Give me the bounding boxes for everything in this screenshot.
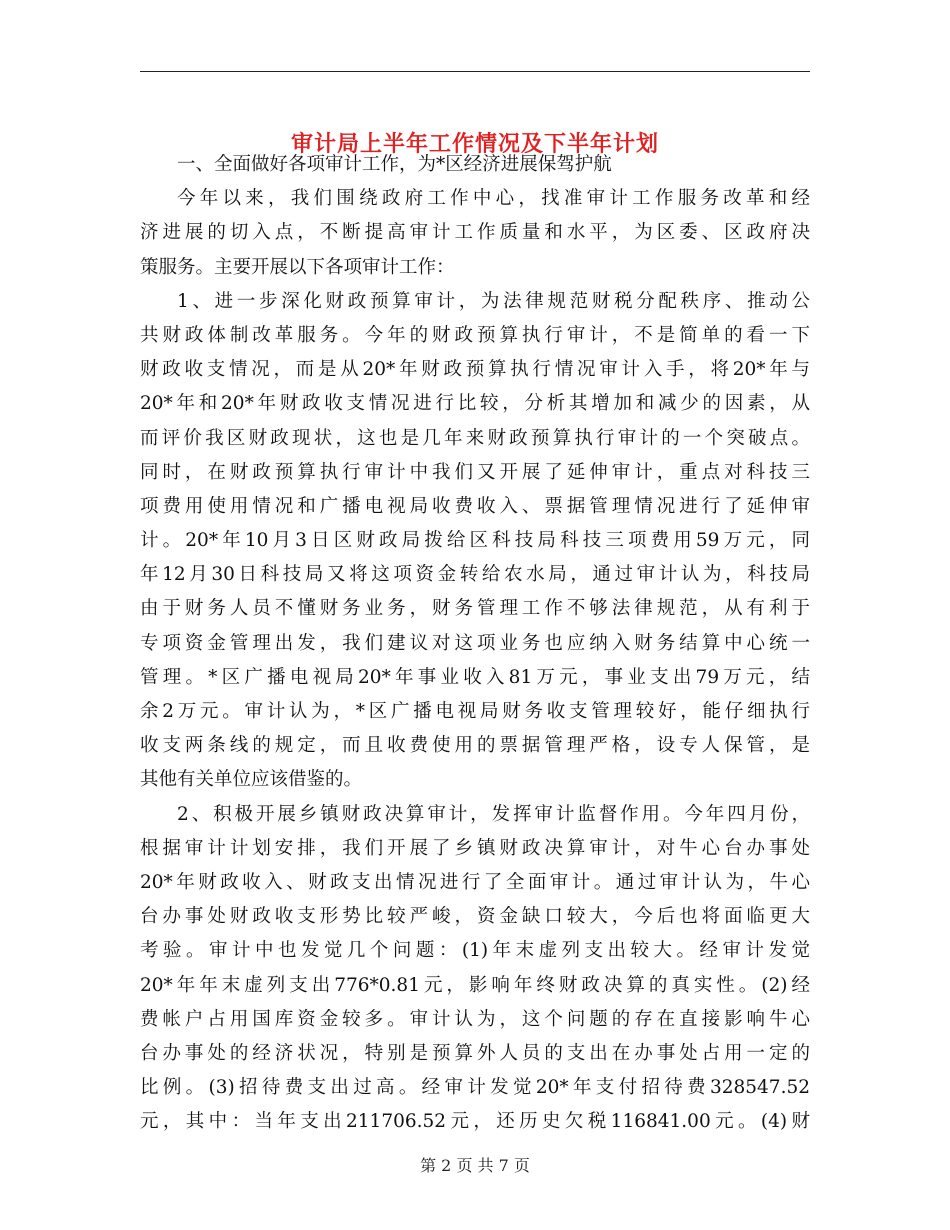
document-body (140, 148, 810, 1139)
body-line: 而评价我区财政现状，这也是几年来财政预算执行审计的一个突破点。 (140, 427, 810, 449)
body-line: 20*年财政收入、财政支出情况进行了全面审计。通过审计认为，牛心 (140, 871, 810, 893)
body-line: 台办事处的经济状况，特别是预算外人员的支出在办事处占用一定的 (140, 1042, 810, 1064)
body-line: 一、全面做好各项审计工作，为*区经济进展保驾护航 (177, 154, 612, 175)
document-title: 审计局上半年工作情况及下半年计划 (290, 131, 659, 157)
body-line: 比例。(3)招待费支出过高。经审计发觉20*年支付招待费328547.52 (140, 1077, 810, 1099)
body-line: 1、进一步深化财政预算审计，为法律规范财税分配秩序、推动公 (177, 290, 810, 312)
body-line: 台办事处财政收支形势比较严峻，资金缺口较大，今后也将面临更大 (140, 906, 810, 928)
body-line: 考验。审计中也发觉几个问题：(1)年末虚列支出较大。经审计发觉 (140, 940, 810, 962)
body-line: 同时，在财政预算执行审计中我们又开展了延伸审计，重点对科技三 (140, 461, 810, 483)
body-line: 元，其中：当年支出211706.52元，还历史欠税116841.00元。(4)财 (140, 1111, 810, 1133)
body-line: 计。20*年10月3日区财政局拨给区科技局科技三项费用59万元，同 (140, 530, 810, 552)
body-line: 策服务。主要开展以下各项审计工作： (140, 256, 455, 278)
body-line: 由于财务人员不懂财务业务，财务管理工作不够法律规范，从有利于 (140, 598, 810, 620)
body-line: 济进展的切入点，不断提高审计工作质量和水平，为区委、区政府决 (140, 222, 810, 244)
body-line: 项费用使用情况和广播电视局收费收入、票据管理情况进行了延伸审 (140, 495, 810, 517)
body-line: 专项资金管理出发，我们建议对这项业务也应纳入财务结算中心统一 (140, 632, 810, 654)
body-line: 共财政体制改革服务。今年的财政预算执行审计，不是简单的看一下 (140, 324, 810, 346)
body-line: 20*年和20*年财政收支情况进行比较，分析其增加和减少的因素，从 (140, 393, 810, 415)
body-line: 费帐户占用国库资金较多。审计认为，这个问题的存在直接影响牛心 (140, 1008, 810, 1030)
body-line: 其他有关单位应该借鉴的。 (140, 769, 363, 791)
body-line: 2、积极开展乡镇财政决算审计，发挥审计监督作用。今年四月份， (177, 803, 810, 825)
body-line: 年12月30日科技局又将这项资金转给农水局，通过审计认为，科技局 (140, 564, 810, 586)
page-number: 第 2 页 共 7 页 (420, 1156, 530, 1175)
body-line: 余2万元。审计认为，*区广播电视局财务收支管理较好，能仔细执行 (140, 701, 810, 722)
body-line: 管理。*区广播电视局20*年事业收入81万元，事业支出79万元，结 (140, 666, 810, 688)
body-line: 财政收支情况，而是从20*年财政预算执行情况审计入手，将20*年与 (140, 359, 810, 381)
body-line: 20*年年末虚列支出776*0.81元，影响年终财政决算的真实性。(2)经 (140, 974, 810, 996)
body-line: 收支两条线的规定，而且收费使用的票据管理严格，设专人保管，是 (140, 735, 810, 757)
body-line: 今年以来，我们围绕政府工作中心，找准审计工作服务改革和经 (177, 188, 810, 210)
body-line: 根据审计计划安排，我们开展了乡镇财政决算审计，对牛心台办事处 (140, 837, 810, 859)
header-rule (140, 71, 810, 72)
